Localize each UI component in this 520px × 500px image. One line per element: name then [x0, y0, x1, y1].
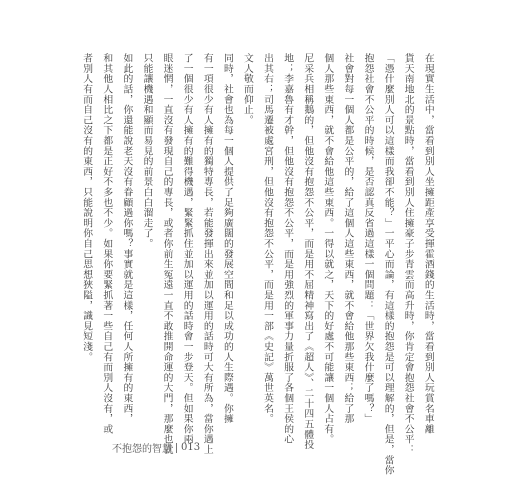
text-column: 同時，社會也為每一個人提供了足夠廣闊的發展空間和足以成功的人生際遇。你擁 [221, 53, 233, 424]
page-number: 013 [181, 442, 201, 453]
book-title: 不抱怨的智慧 [112, 444, 172, 455]
text-column: 如此的話，你還能說老天沒有眷顧過你嗎？事實就是這樣，任何人所擁有的東西， [121, 53, 133, 424]
footer-divider [176, 443, 177, 453]
text-column: 文人敬而仰止。 [241, 53, 253, 126]
text-column: 眼迷惘，一直沒有發現自己的專長，或者你前生冤遠一直不敢推開命運的大門，那麼也就 [161, 53, 173, 455]
text-column: 抱怨社會不公平的時候，是否認真反省過這樣一個問題：「世界欠我什麼了嗎？」 [362, 53, 374, 424]
text-column: 社會對每一個人都是公平的，給了這個人這些東西，就不會給他那些東西；給了那 [342, 53, 354, 424]
text-column: 出其右；司馬遷被處宮刑，但他沒有抱怨不公平，而是用一部《史記》萬世英名。 [262, 53, 274, 424]
text-column: 只能讓機遇和顯而易見的前景白白溜走了。 [141, 53, 153, 249]
text-column: 「憑什麼別人可以這樣而我卻不能？」一平心而論，有這樣的抱怨是可以理解的，但是，當你 [382, 53, 394, 476]
text-column: 個人那些東西，就不會給他這些東西。一得以就之，天下的好處不可能讓一個人占有。 [322, 53, 334, 445]
text-column: 地；李嘉魯有才幹，但他沒有抱怨不公平，而是用強烈的軍事力量折服了各個王侯的心 [282, 53, 294, 445]
text-column: 尼采兵相稱鵝的，但他沒有抱怨不公平，而是用不屈精神寫出了《超人》、二十四五體投 [302, 53, 314, 450]
text-column: 貨天南地北的景點時，當看到別人住擁豪子步青雲而高升時，你肯定會抱怨社會不公平： [402, 53, 414, 455]
text-column: 了一個很少有人擁有的難得機遇，緊緊抓住並加以運用的話時會一步登天。但如果你兩 [181, 53, 193, 445]
page-footer [112, 440, 200, 455]
text-column: 在現實生活中，當看到別人坐擁距產享受揮霍酒錢的生活時，當看到別人玩賞名車離 [422, 53, 434, 435]
text-column: 和其他人相比之下都是正好不多也不少。如果你要緊抓著一些自己有而別人沒有，或 [101, 53, 113, 435]
text-column: 有一項很少有人擁有的獨特專長，若能發揮出來並加以運用的話時可大有所為，當你遇上 [201, 53, 213, 455]
text-column: 者別人有而自己沒有的東西，只能說明你自己思想狹隘，識見短淺。 [81, 53, 93, 362]
